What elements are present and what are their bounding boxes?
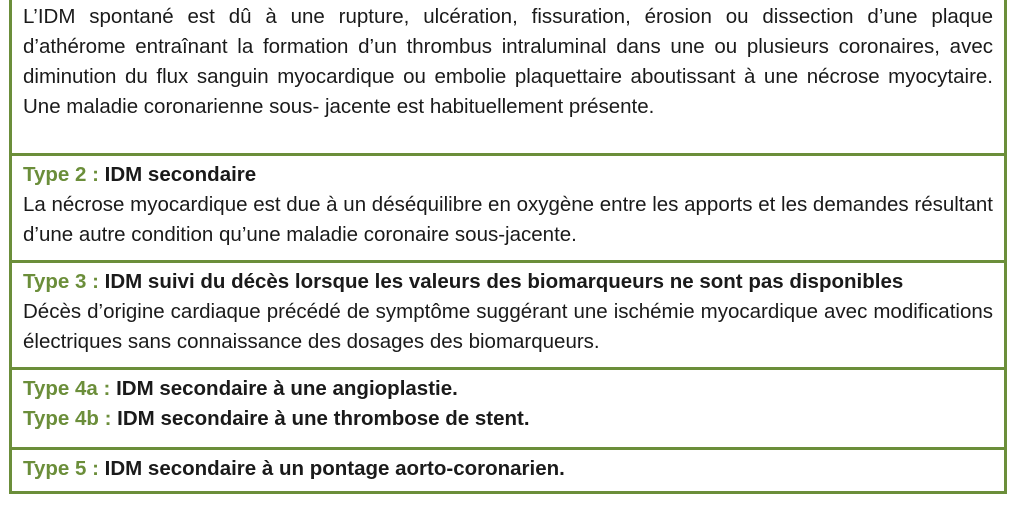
- type4a-label: Type 4a :: [23, 377, 111, 400]
- type5-label: Type 5 :: [23, 457, 99, 480]
- type3-cell: [12, 263, 1004, 370]
- mi-classification-table: [9, 0, 1007, 494]
- type1-description: L’IDM spontané est dû à une rupture, ulcération, fissuration, érosion ou dissection d’une plaque d’athérome entraînant la formation d’un thrombus intraluminal dans une ou plusieurs coronaires, avec diminution du flux sanguin myocardique ou embolie plaquettaire aboutissant à une nécrose myocytaire. Une maladie coronarienne sous- jacente est habituellement présente.: [23, 5, 993, 118]
- type4b-label: Type 4b :: [23, 407, 112, 430]
- type4-cell: [12, 370, 1004, 450]
- type3-description: Décès d’origine cardiaque précédé de symptôme suggérant une ischémie myocardique avec modifications électriques sans connaissance des dosages des biomarqueurs.: [23, 300, 993, 353]
- type4b-heading: [23, 404, 993, 434]
- type3-label: Type 3 :: [23, 270, 99, 293]
- type2-cell: [12, 156, 1004, 263]
- type4a-title: IDM secondaire à une angioplastie.: [116, 377, 458, 400]
- type3-heading: [23, 267, 993, 297]
- type3-title: IDM suivi du décès lorsque les valeurs des biomarqueurs ne sont pas disponibles: [104, 270, 904, 293]
- type5-heading: [23, 454, 993, 484]
- type4b-title: IDM secondaire à une thrombose de stent.: [117, 407, 530, 430]
- type2-label: Type 2 :: [23, 163, 99, 186]
- type2-title: IDM secondaire: [104, 163, 257, 186]
- type5-cell: [12, 450, 1004, 494]
- type5-title: IDM secondaire à un pontage aorto-coronarien.: [104, 457, 565, 480]
- type1-cell: [12, 0, 1004, 156]
- type2-heading: [23, 160, 993, 190]
- type4a-heading: [23, 374, 993, 404]
- type2-description: La nécrose myocardique est due à un déséquilibre en oxygène entre les apports et les demandes résultant d’une autre condition qu’une maladie coronaire sous-jacente.: [23, 193, 993, 246]
